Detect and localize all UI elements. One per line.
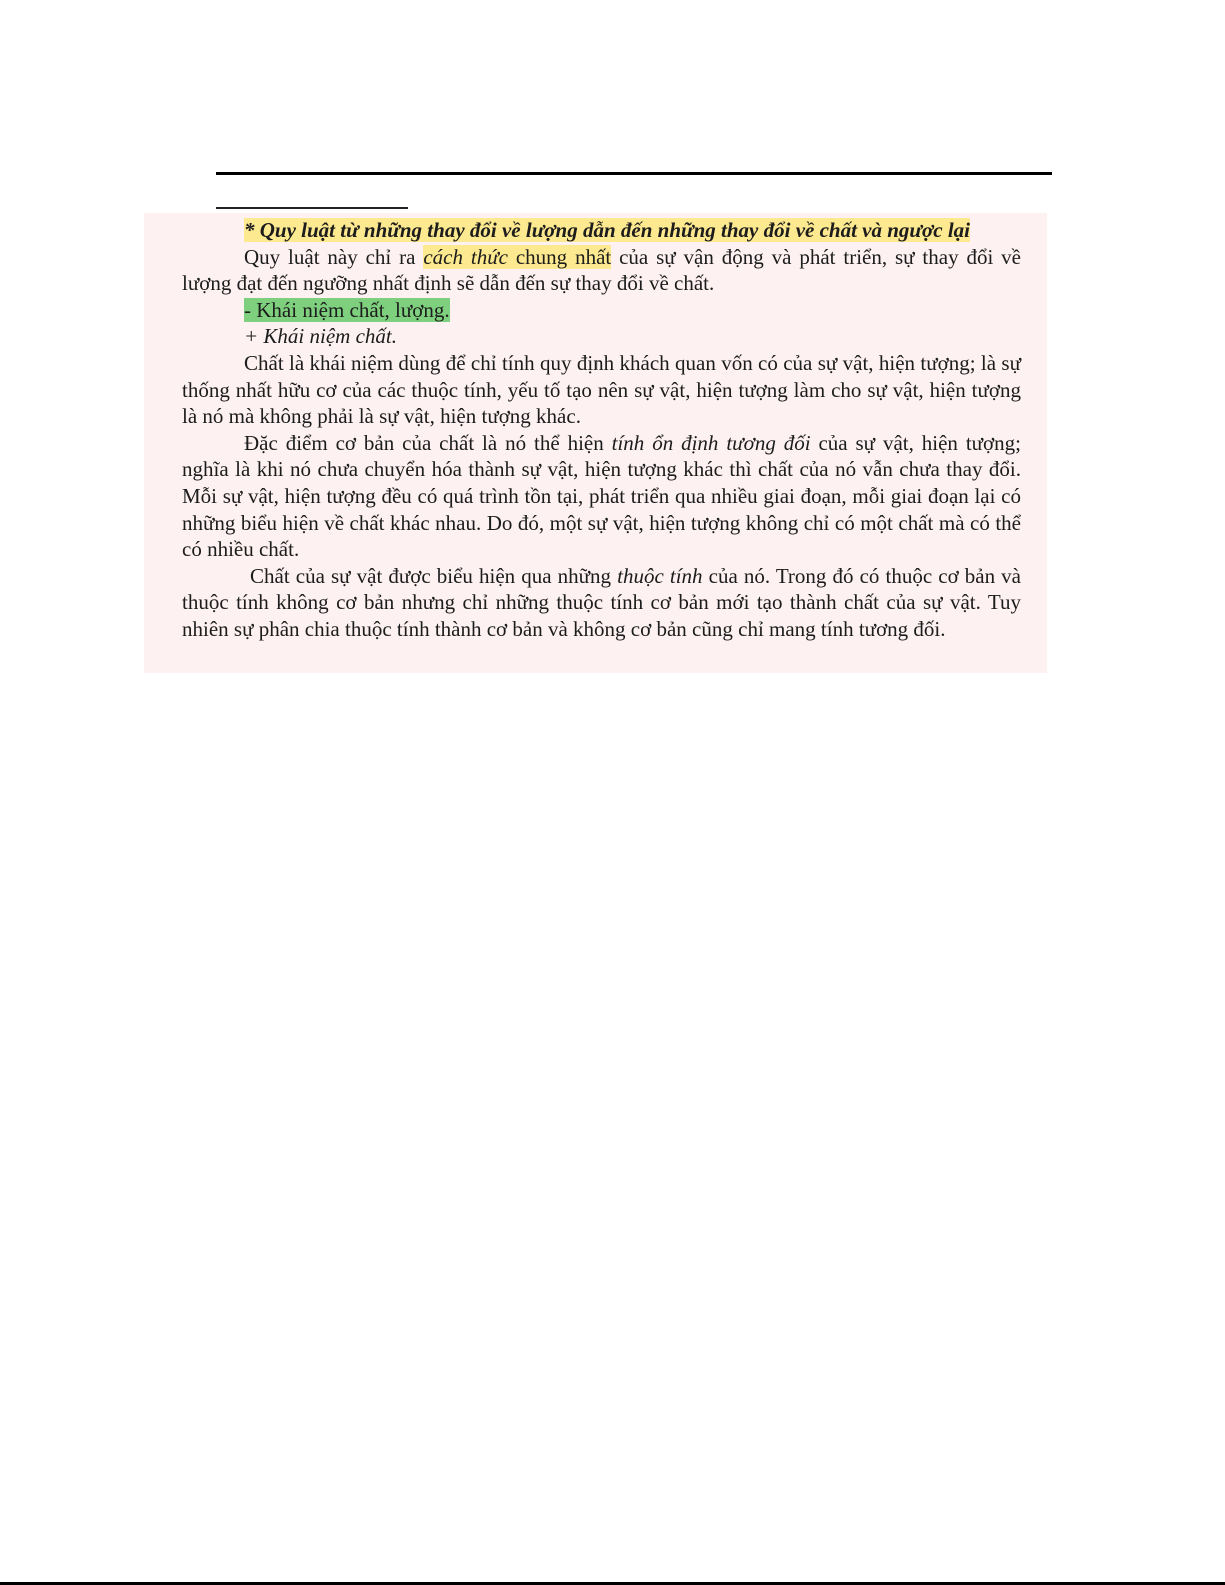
underline-rule (216, 207, 408, 209)
law-heading-line (182, 217, 1021, 244)
paragraph-attributes-after: của nó. Trong đó có thuộc cơ bản và thuộc tính không cơ bản nhưng chỉ những thuộc tính cơ bản mới tạo thành chất của sự vật. Tuy nhiên sự phân chia thuộc tính thành cơ bản và không cơ bản cũng chỉ mang tính tương đối. (182, 563, 1022, 641)
paragraph-definition-rest: quy định khách quan vốn có của sự vật, hiện tượng; là sự thống nhất hữu cơ của các thuộc tính, yếu tố tạo nên sự vật, hiện tượng làm cho sự vật, hiện tượng là nó mà không phải là sự vật, hiện tượng khác. (182, 350, 1021, 429)
header-rule (216, 172, 1052, 175)
intro-paragraph (182, 244, 1021, 297)
paragraph-characteristics-after: của sự vật, hiện tượng; nghĩa là khi nó chưa chuyển hóa thành sự vật, hiện tượng khác thì chất của nó vẫn chưa thay đổi. Mỗi sự vật, hiện tượng đều có quá trình tồn tại, phát triển qua nhiều giai đoạn, mỗi giai đoạn lại có những biểu hiện về chất khác nhau. Do đó, một sự vật, hiện tượng không chỉ có một chất mà có thể có nhiều chất. (182, 430, 1021, 562)
law-heading: * Quy luật từ những thay đổi về lượng dẫn đến những thay đổi về chất và ngược lại (244, 218, 971, 242)
intro-highlight: chung nhất (507, 244, 612, 269)
paragraph-attributes (182, 563, 1021, 643)
paragraph-characteristics (182, 430, 1021, 563)
document-body[interactable] (182, 217, 1021, 643)
paragraph-characteristics-before: Đặc điểm cơ bản của chất là nó thể hiện (244, 430, 612, 455)
subsection-title: + Khái niệm chất. (244, 324, 397, 349)
section-title: - Khái niệm chất, lượng. (244, 297, 450, 322)
intro-highlight-italic: cách thức (423, 244, 508, 269)
section-title-line (182, 297, 1021, 324)
paragraph-definition (182, 350, 1021, 430)
intro-text-before: Quy luật này chỉ ra (244, 244, 424, 269)
intro-text-after: của sự vận động và phát triển, sự thay đổi về lượng đạt đến ngưỡng nhất định sẽ dẫn đến sự thay đổi về chất. (182, 244, 1021, 296)
paragraph-definition-start: Chất là khái niệm dùng để chỉ tính (244, 350, 535, 375)
paragraph-attributes-italic: thuộc tính (617, 563, 703, 588)
paragraph-attributes-before: Chất của sự vật được biểu hiện qua những (250, 563, 618, 588)
paragraph-characteristics-italic: tính ổn định tương đối (611, 430, 811, 455)
